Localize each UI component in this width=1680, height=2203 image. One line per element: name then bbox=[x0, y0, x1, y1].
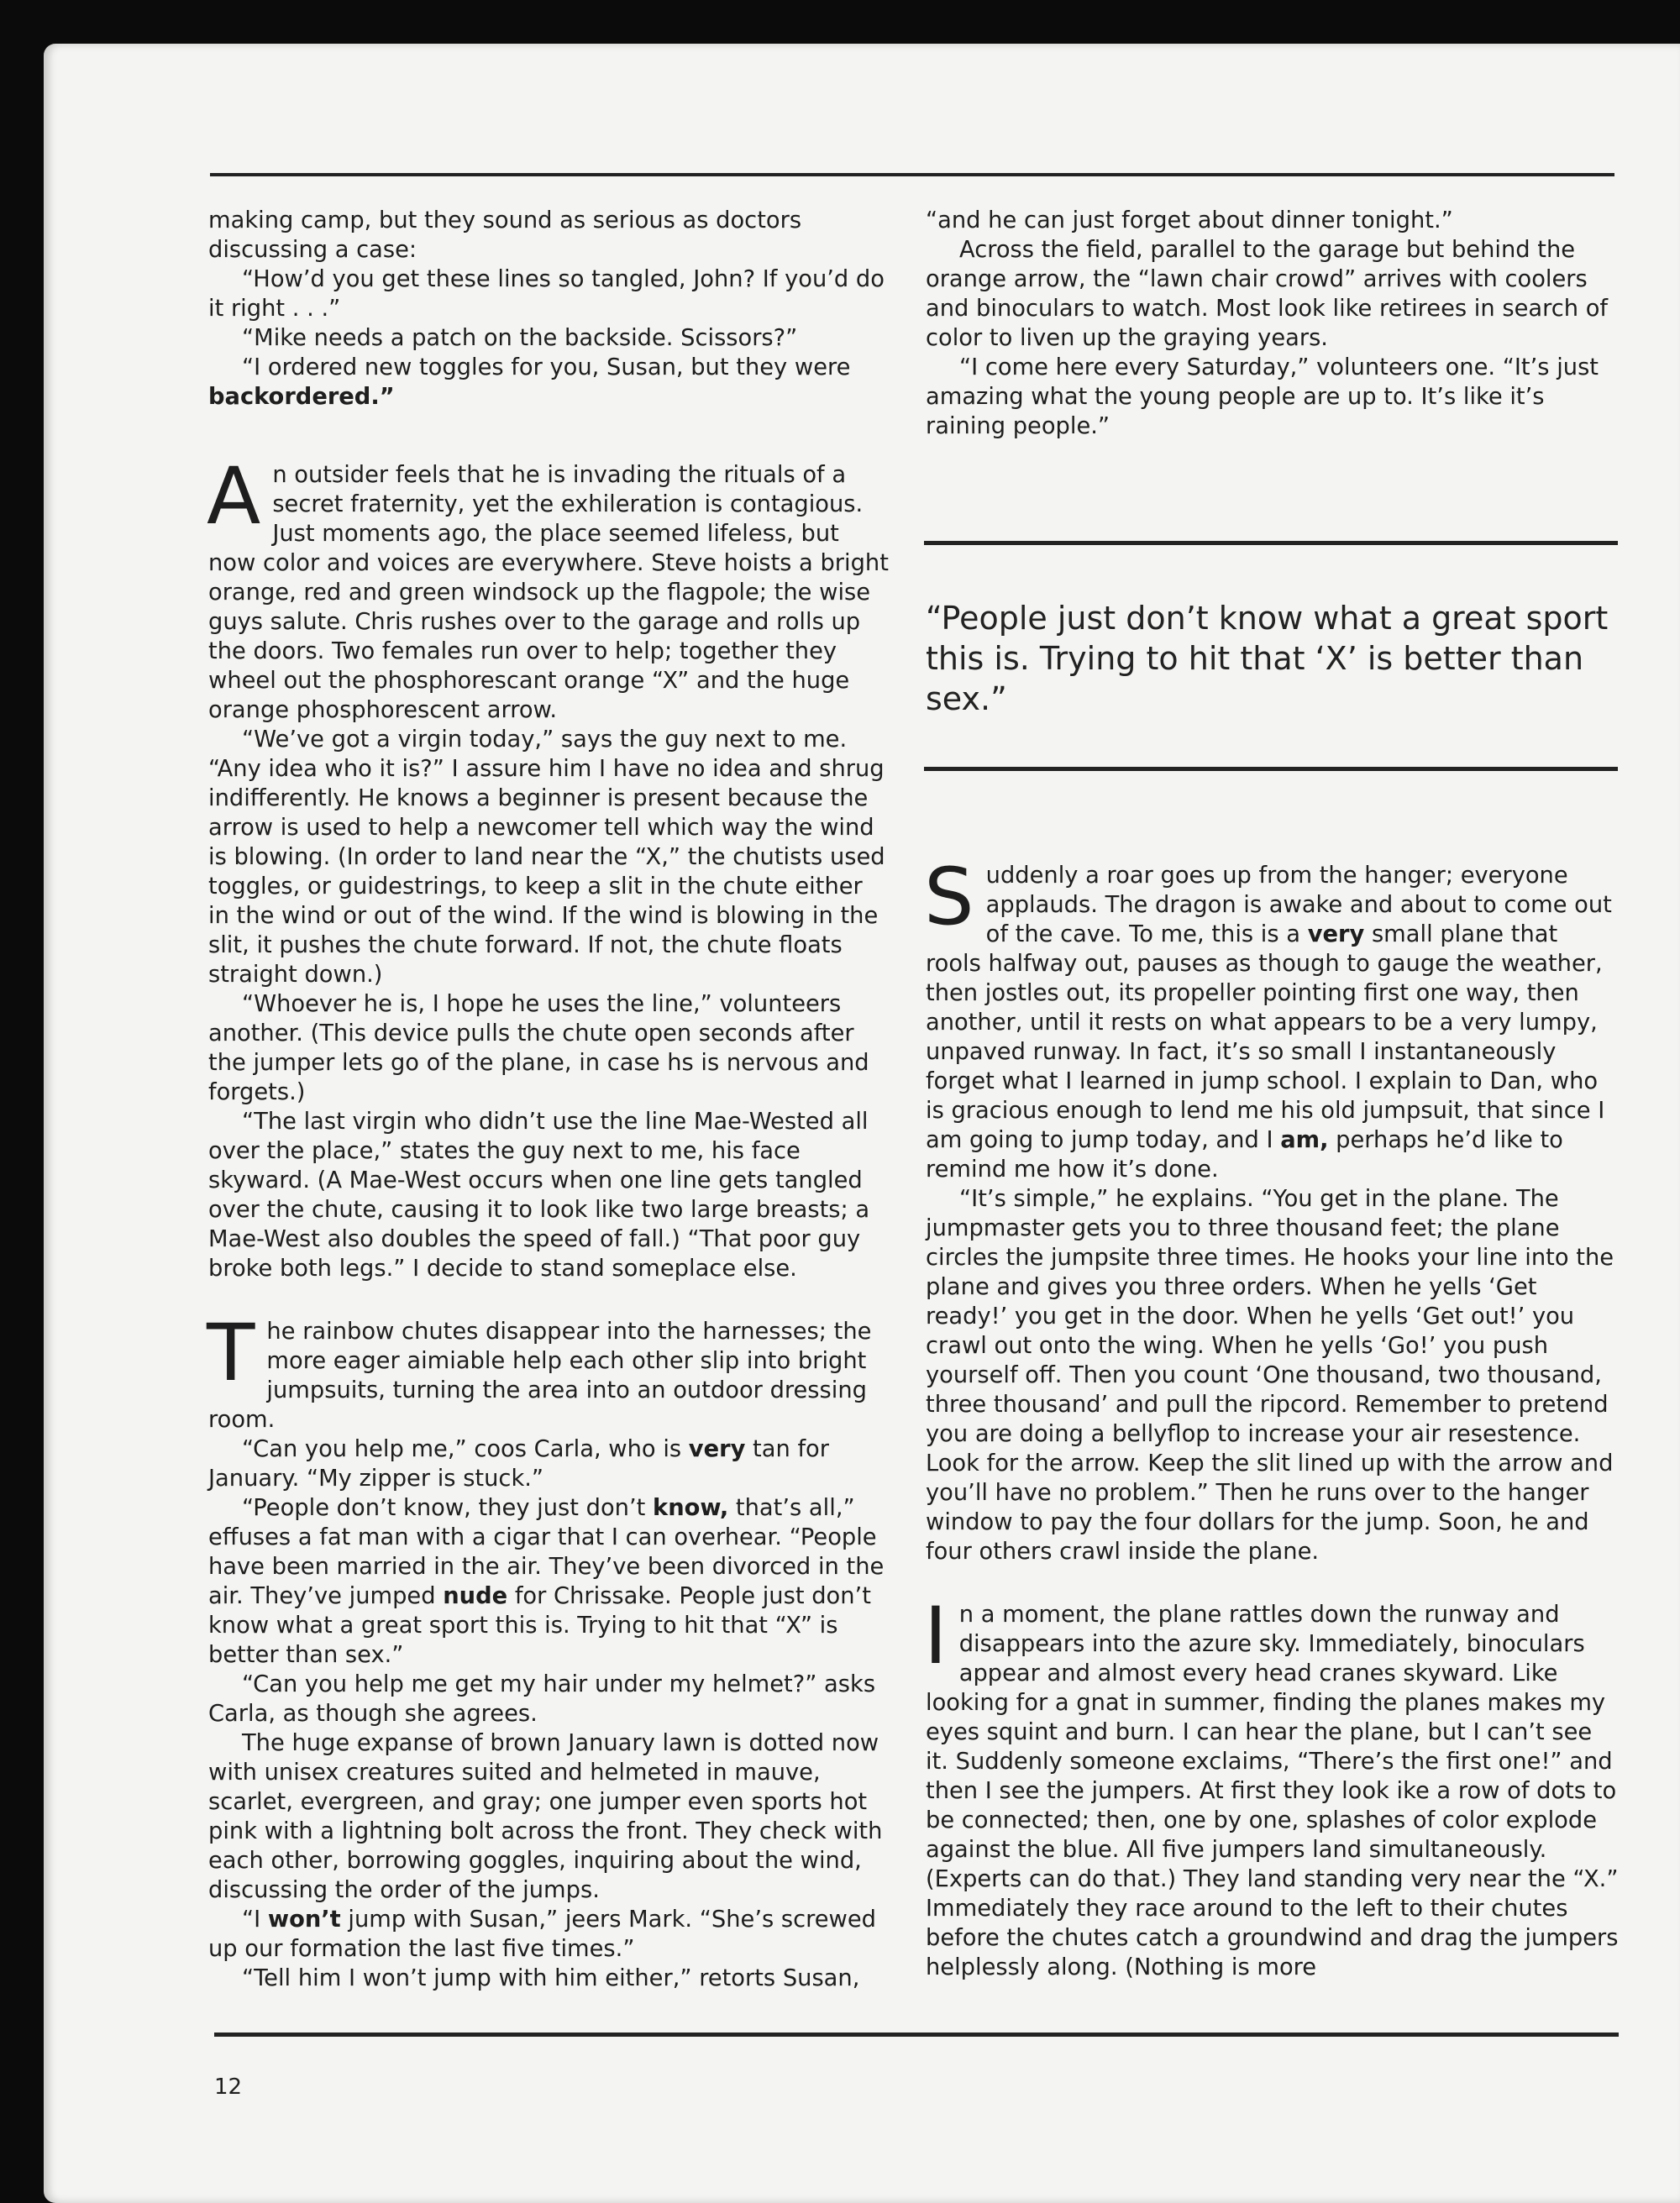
paragraph: “People don’t know, they just don’t know, that’s all,” effuses a fat man with a cigar that I can overhear. “People have been married in the air. They’ve been divorced in the air. They’ve jumped nude for Chrissake. People just don’t know what a great sport this is. Trying to hit that “X” is better than sex.” bbox=[208, 1495, 885, 1668]
paragraph: “We’ve got a virgin today,” says the guy next to me. “Any idea who it is?” I assure him I have no idea and shrug indifferently. He knows a beginner is present because the arrow is used to help a newcomer tell which way the wind is blowing. (In order to land near the “X,” the chutists used toggles, or guidestrings, to keep a slit in the chute either in the wind or out of the wind. If the wind is blowing in the slit, it pushes the chute forward. If not, the chute floats straight down.) bbox=[208, 726, 885, 988]
paragraph: uddenly a roar goes up from the hanger; everyone applauds. The dragon is awake and about to come out of the cave. To me, this is a very small plane that rools halfway out, pauses as though to gauge the weather, then jostles out, its propeller pointing first one way, then another, until it rests on what appears to be a very lumpy, unpaved runway. In fact, it’s so small I instantaneously forget what I learned in jump school. I explain to Dan, who is gracious enough to lend me his old jumpsuit, that since I am going to jump today, and I am, perhaps he’d like to remind me how it’s done. bbox=[926, 863, 1612, 1183]
paragraph: “I won’t jump with Susan,” jeers Mark. “She’s screwed up our formation the last five times.” bbox=[208, 1907, 877, 1962]
paragraph: Across the field, parallel to the garage but behind the orange arrow, the “lawn chair crowd” arrives with coolers and binoculars to watch. Most look like retirees in search of color to liven up the graying years. bbox=[926, 237, 1609, 351]
page-number: 12 bbox=[214, 2074, 243, 2100]
paragraph: “The last virgin who didn’t use the line Mae-Wested all over the place,” states the guy next to me, his face skyward. (A Mae-West occurs when one line gets tangled over the chute, causing it to look like two large breasts; a Mae-West also doubles the speed of fall.) “That poor guy broke both legs.” I decide to stand someplace else. bbox=[208, 1109, 870, 1282]
paragraph: he rainbow chutes disappear into the harnesses; the more eager aimiable help each other slip into bright jumpsuits, turning the area into an outdoor dressing room. bbox=[208, 1319, 872, 1433]
drop-cap: S bbox=[924, 852, 974, 943]
section-rainbow bbox=[207, 1308, 890, 1993]
section-roar bbox=[924, 852, 1620, 1566]
right-column-top bbox=[926, 206, 1620, 441]
pullquote-top-rule bbox=[924, 541, 1618, 545]
top-rule bbox=[210, 173, 1614, 176]
pull-quote: “People just don’t know what a great sport this is. Trying to hit that ‘X’ is better than sex.” bbox=[926, 600, 1609, 717]
pullquote-bottom-rule bbox=[924, 767, 1618, 771]
paragraph: “and he can just forget about dinner tonight.” bbox=[926, 207, 1453, 233]
paragraph: making camp, but they sound as serious as doctors discussing a case: bbox=[208, 207, 802, 263]
paragraph: “It’s simple,” he explains. “You get in the plane. The jumpmaster gets you to three thousand feet; the plane circles the jumpsite three times. He hooks your line into the plane and gives you three orders. When he yells ‘Get ready!’ you get in the door. When he yells ‘Get out!’ you crawl out onto the wing. When he yells ‘Go!’ you push yourself off. Then you count ‘One thousand, two thousand, three thousand’ and pull the ripcord. Remember to pretend you are doing a bellyflop to increase your air resestence. Look for the arrow. Keep the slit lined up with the arrow and you’ll have no problem.” Then he runs over to the hanger window to pay the four dollars for the jump. Soon, he and four others crawl inside the plane. bbox=[926, 1186, 1614, 1565]
paragraph: “Can you help me get my hair under my helmet?” asks Carla, as though she agrees. bbox=[208, 1671, 876, 1727]
paragraph: n a moment, the plane rattles down the runway and disappears into the azure sky. Immediately, binoculars appear and almost every head cranes skyward. Like looking for a gnat in summer, finding the planes makes my eyes squint and burn. I can hear the plane, but I can’t see it. Suddenly someone exclaims, “There’s the first one!” and then I see the jumpers. At first they look ike a row of dots to be connected; then, one by one, splashes of color explode against the blue. All five jumpers land simultaneously. (Experts can do that.) They land standing very near the “X.” Immediately they race around to the left to their chutes before the chutes catch a groundwind and drag the jumpers helplessly along. (Nothing is more bbox=[926, 1602, 1619, 1980]
paragraph: “Mike needs a patch on the backside. Scissors?” bbox=[242, 325, 798, 351]
paragraph: “Whoever he is, I hope he uses the line,” volunteers another. (This device pulls the chute open seconds after the jumper lets go of the plane, in case hs is nervous and forgets.) bbox=[208, 991, 869, 1105]
section-moment bbox=[924, 1591, 1620, 1982]
paragraph: “I ordered new toggles for you, Susan, but they were backordered.” bbox=[208, 354, 851, 410]
section-outsider bbox=[207, 451, 890, 1283]
right-column-bottom bbox=[924, 852, 1620, 1982]
drop-cap: A bbox=[207, 451, 261, 543]
paragraph: “Can you help me,” coos Carla, who is very tan for January. “My zipper is stuck.” bbox=[208, 1436, 829, 1492]
paragraph: “How’d you get these lines so tangled, John? If you’d do it right . . .” bbox=[208, 266, 885, 322]
left-column bbox=[208, 206, 890, 1993]
drop-cap: T bbox=[207, 1308, 255, 1399]
drop-cap: I bbox=[924, 1591, 948, 1682]
paragraph: “Tell him I won’t jump with him either,” retorts Susan, bbox=[242, 1965, 860, 1991]
paragraph: The huge expanse of brown January lawn is dotted now with unisex creatures suited and helmeted in mauve, scarlet, evergreen, and gray; one jumper even sports hot pink with a lightning bolt across the front. They check with each other, borrowing goggles, inquiring about the wind, discussing the order of the jumps. bbox=[208, 1730, 883, 1903]
paragraph: n outsider feels that he is invading the rituals of a secret fraternity, yet the exhileration is contagious. Just moments ago, the place seemed lifeless, but now color and voices are everywhere. Steve hoists a bright orange, red and green windsock up the flagpole; the wise guys salute. Chris rushes over to the garage and rolls up the doors. Two females run over to help; together they wheel out the phosphorescant orange “X” and the huge orange phosphorescent arrow. bbox=[208, 462, 889, 723]
bottom-rule bbox=[214, 2033, 1619, 2037]
paragraph: “I come here every Saturday,” volunteers one. “It’s just amazing what the young people are up to. It’s like it’s raining people.” bbox=[926, 354, 1599, 439]
